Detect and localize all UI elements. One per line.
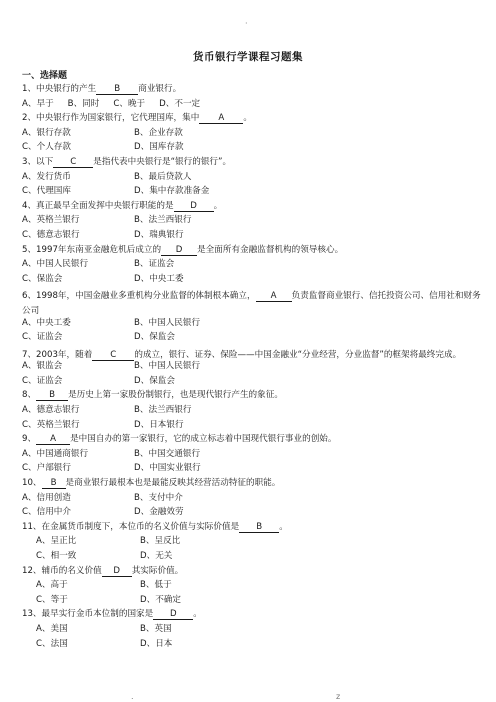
option-item: D、瑞典银行 (134, 229, 184, 240)
question-text: 4、真正最早全面发挥中央银行职能的是 (22, 200, 174, 211)
option-row (22, 187, 482, 202)
question-text: 13、最早实行金币本位制的国家是 (22, 609, 154, 620)
option-item: C、晚于 (113, 98, 146, 109)
question-text-tail: 是商业银行最根本也是最能反映其经营活动特征的职能。 (65, 478, 281, 489)
answer-blank: B (42, 479, 66, 489)
option-item: D、日本银行 (134, 419, 184, 430)
option-item: C、德意志银行 (22, 229, 80, 240)
question-stem (22, 567, 482, 582)
question-text-tail: 是中国自办的第一家银行，它的成立标志着中国现代银行事业的创始。 (70, 434, 337, 445)
option-item: B、英国 (140, 623, 172, 634)
option-item: D、日本 (140, 638, 173, 649)
footer-mark-left: . (131, 692, 134, 701)
option-row (22, 581, 482, 596)
option-item: B、中国人民银行 (134, 361, 201, 372)
answer-blank: B (239, 523, 279, 533)
option-item: D、保监会 (134, 375, 175, 386)
question-stem (22, 348, 482, 363)
question-text-tail: 其实际价值。 (131, 565, 184, 576)
option-item: C、代理国库 (22, 186, 71, 197)
option-item: D、保监会 (134, 332, 175, 343)
option-item: C、个人存款 (22, 142, 71, 153)
option-item: C、相一致 (36, 551, 77, 561)
option-item: B、中国交通银行 (134, 448, 201, 459)
option-item: A、发行货币 (22, 171, 71, 182)
answer-blank: B (96, 85, 138, 95)
question-list (22, 85, 482, 654)
question-text-tail: 。 (193, 609, 202, 620)
option-item: C、法国 (36, 638, 68, 649)
question-stem (22, 523, 482, 538)
option-item: B、同时 (67, 98, 100, 109)
question-stem (22, 246, 482, 261)
option-item: A、早于 (22, 98, 54, 109)
option-item: B、最后贷款人 (134, 171, 192, 182)
option-item: A、英格兰银行 (22, 215, 80, 226)
option-row (22, 464, 482, 479)
option-row (22, 508, 482, 523)
option-item: D、金融效劳 (134, 507, 184, 518)
question-stem (22, 435, 482, 450)
option-item: B、低于 (140, 580, 172, 591)
option-row (22, 275, 482, 290)
question-text: 10、 (22, 478, 42, 489)
option-row (22, 143, 482, 158)
option-item: D、国库存款 (134, 142, 184, 153)
option-item: A、中央工委 (22, 317, 71, 328)
question-text-tail: 。 (243, 113, 252, 124)
option-item: B、证监会 (134, 259, 175, 270)
option-item: A、中国通商银行 (22, 448, 89, 459)
option-item: B、法兰西银行 (134, 405, 192, 416)
option-item: A、德意志银行 (22, 405, 80, 416)
option-row (22, 319, 482, 334)
option-row (22, 362, 482, 377)
option-row (22, 640, 482, 655)
option-item: B、法兰西银行 (134, 215, 192, 226)
question-text-tail: 是历史上第一家股份制银行，也是现代银行产生的象征。 (68, 390, 283, 401)
option-row (22, 625, 482, 640)
option-row (22, 100, 482, 115)
top-mark: · (245, 19, 248, 28)
answer-blank: A (199, 114, 243, 124)
option-item: C、英格兰银行 (22, 419, 80, 430)
question-text: 1、中央银行的产生 (22, 84, 97, 94)
option-item: B、支付中介 (134, 492, 183, 503)
question-text: 3、以下 (22, 156, 54, 167)
answer-blank: D (174, 202, 214, 212)
answer-blank: D (161, 246, 197, 256)
option-row (22, 231, 482, 246)
answer-blank: A (256, 292, 292, 302)
question-stem (22, 202, 482, 217)
option-item: C、户部银行 (22, 463, 71, 474)
option-item: C、证监会 (22, 332, 63, 343)
option-item: A、信用创造 (22, 492, 71, 503)
option-row (22, 450, 482, 465)
option-item: D、中国实业银行 (134, 463, 201, 474)
option-row (22, 129, 482, 144)
option-item: D、不确定 (140, 594, 181, 605)
option-item: C、保监会 (22, 273, 63, 284)
answer-blank: C (53, 158, 93, 168)
answer-blank: D (153, 610, 193, 620)
section-heading: 一、选择题 (22, 71, 68, 81)
question-text-tail: 。 (213, 200, 223, 211)
option-item: D、不一定 (159, 98, 201, 109)
question-text: 12、辅币的名义价值 (22, 565, 102, 576)
question-text: 9、 (22, 434, 37, 445)
option-item: C、证监会 (22, 375, 63, 386)
question-text: 2、中央银行作为国家银行，它代理国库，集中 (22, 113, 200, 124)
option-item: B、呈反比 (140, 536, 181, 547)
question-text-tail: 的成立，银行、证券、保险——中国金融业“分业经营，分业监督”的框架将最终完成。 (134, 349, 462, 360)
question-text: 5、1997年东南亚金融危机后成立的 (22, 244, 162, 255)
option-item: D、无关 (140, 551, 173, 561)
option-row (22, 406, 482, 421)
page-title: 货币银行学课程习题集 (193, 51, 303, 63)
question-text-tail: 是全面所有金融监督机构的领导核心。 (197, 244, 344, 255)
question-stem (22, 158, 482, 173)
answer-blank: B (36, 391, 68, 401)
question-text: 8、 (22, 390, 37, 401)
question-text-tail: 是指代表中央银行是“银行的银行”。 (93, 156, 232, 167)
footer-mark-right: z (336, 692, 341, 701)
option-item: A、中国人民银行 (22, 259, 89, 270)
option-item: C、等于 (36, 594, 68, 605)
option-item: C、信用中介 (22, 507, 71, 518)
question-stem (22, 391, 482, 406)
question-stem (22, 85, 482, 100)
question-text: 7、2003年，随着 (22, 349, 93, 360)
option-item: B、企业存款 (134, 127, 183, 138)
option-item: A、美国 (36, 623, 68, 634)
question-stem (22, 479, 482, 494)
option-item: A、银监会 (22, 361, 63, 372)
option-item: D、中央工委 (134, 273, 184, 284)
option-item: D、集中存款准备金 (134, 186, 210, 197)
question-text-tail: 负责监督商业银行、信托投资公司、信用社和财务公司 (22, 291, 481, 316)
question-text: 6、1998年，中国金融业多重机构分业监督的体制根本确立， (22, 291, 256, 302)
option-item: A、银行存款 (22, 127, 71, 138)
question-text: 11、在金属货币制度下，本位币的名义价值与实际价值是 (22, 521, 240, 532)
option-row (22, 552, 482, 567)
option-row (22, 333, 482, 348)
option-item: A、高于 (36, 580, 68, 591)
question-stem (22, 114, 482, 129)
answer-blank: A (36, 435, 70, 445)
option-row (22, 537, 482, 552)
option-row (22, 173, 482, 188)
answer-blank: C (92, 351, 134, 361)
question-text-tail: 商业银行。 (138, 84, 182, 94)
option-row (22, 216, 482, 231)
question-stem (22, 610, 482, 625)
option-item: B、中国人民银行 (134, 317, 201, 328)
option-row (22, 494, 482, 509)
question-text-tail: 。 (279, 521, 288, 532)
option-row (22, 260, 482, 275)
answer-blank: D (102, 567, 132, 577)
option-item: A、呈正比 (36, 536, 77, 547)
question-stem (22, 289, 482, 318)
